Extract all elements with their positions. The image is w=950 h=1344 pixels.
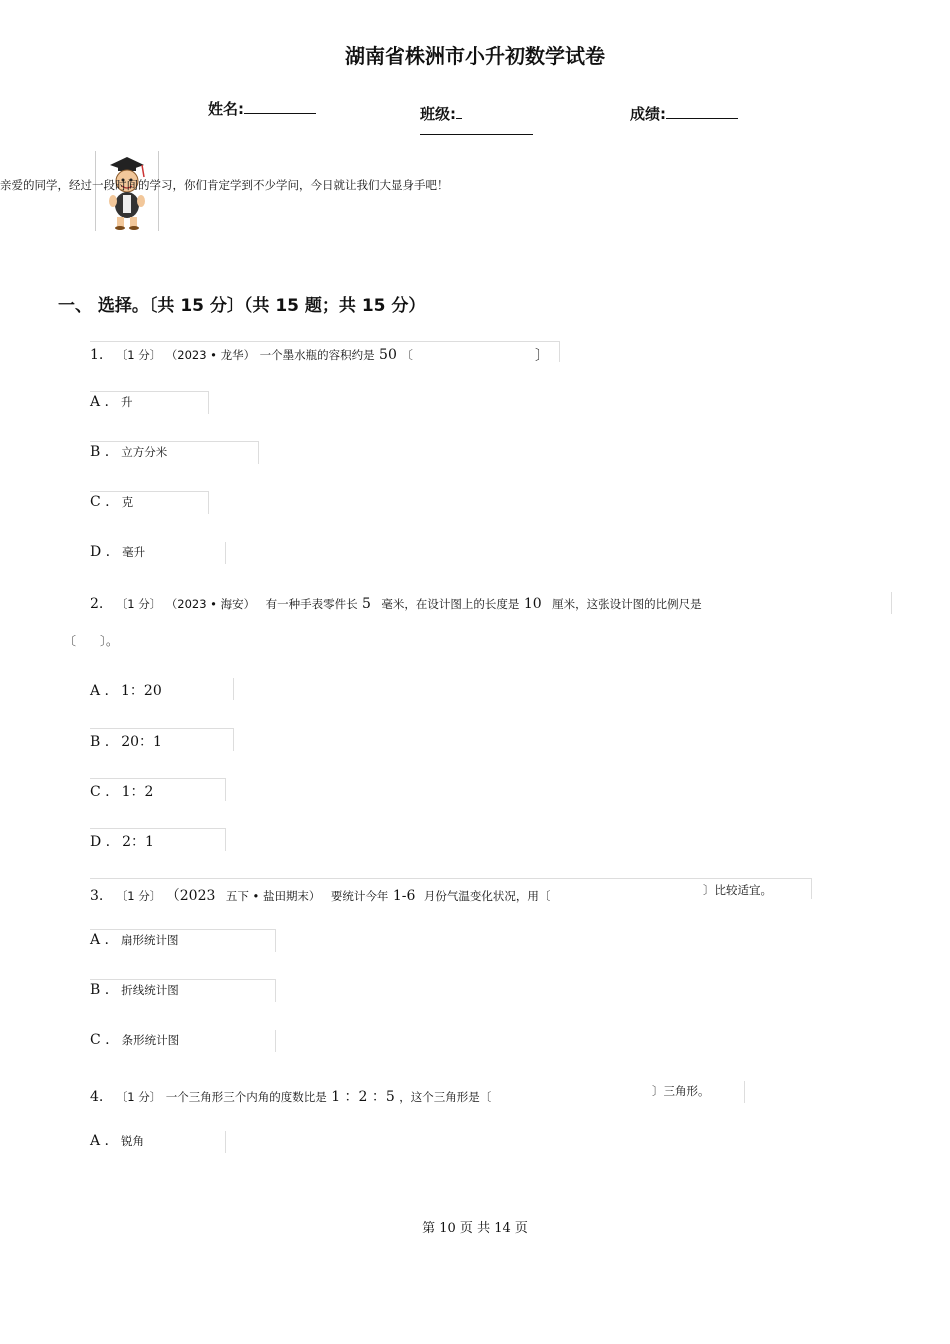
option-letter: C .: [90, 784, 110, 800]
option-text: 2：1: [122, 834, 154, 850]
option-4-a[interactable]: [90, 1131, 226, 1153]
option-2-d[interactable]: [90, 828, 226, 851]
option-letter: B .: [90, 982, 110, 998]
option-letter: B .: [90, 444, 110, 460]
option-letter: A .: [90, 932, 110, 948]
question-number-value: 1 ：2 ：5: [331, 1089, 395, 1105]
score-label: 成绩:: [630, 105, 666, 123]
question-source: （2023 • 龙华）: [165, 348, 256, 362]
question-text: 一个墨水瓶的容积约是: [259, 348, 375, 362]
option-letter: C .: [90, 1032, 110, 1048]
question-1: [90, 347, 413, 363]
option-1-b[interactable]: [90, 441, 259, 464]
question-source: （2023 • 海安）: [165, 597, 256, 611]
option-text: 条形统计图: [121, 1033, 180, 1047]
name-field: [208, 98, 316, 119]
section-title: 一、 选择。〔共 15 分〕（共 15 题；共 15 分）: [58, 296, 426, 316]
option-3-a[interactable]: [90, 929, 276, 952]
option-2-b[interactable]: [90, 728, 234, 751]
question-text: 有一种手表零件长: [265, 597, 358, 611]
question-score: 〔1 分〕: [115, 1090, 162, 1104]
class-blank-line: [420, 134, 533, 135]
option-1-c[interactable]: [90, 491, 209, 514]
option-letter: D .: [90, 544, 111, 560]
question-number: 1.: [90, 347, 104, 363]
class-field: [420, 103, 462, 124]
option-text: 毫升: [122, 545, 146, 559]
question-source: （2023: [165, 888, 216, 904]
question-number: 4.: [90, 1089, 104, 1105]
question-number: 3.: [90, 888, 104, 904]
option-text: 克: [121, 495, 134, 509]
option-2-a[interactable]: [90, 678, 234, 700]
option-1-d[interactable]: [90, 542, 226, 564]
option-letter: C .: [90, 494, 110, 510]
question-number: 2.: [90, 596, 104, 612]
question-3: [90, 885, 550, 905]
option-letter: A .: [90, 1133, 110, 1149]
intro-text: 亲爱的同学，经过一段时间的学习，你们肯定学到不少学问，今日就让我们大显身手吧！: [0, 178, 449, 192]
question-number-value: 5: [362, 596, 371, 612]
option-text: 1：2: [121, 784, 154, 800]
question-text: 毫米，在设计图上的长度是: [381, 597, 520, 611]
option-2-c[interactable]: [90, 778, 226, 801]
class-label: 班级:: [420, 105, 456, 123]
option-text: 锐角: [121, 1134, 145, 1148]
question-text: 要统计今年: [330, 889, 389, 903]
score-field: [630, 103, 738, 124]
question-4: [90, 1086, 491, 1106]
question-text: 〔: [401, 348, 413, 362]
question-3-tail: 〕比较适宜。: [703, 883, 772, 897]
option-text: 1：20: [121, 683, 162, 699]
question-number-value: 10: [523, 596, 542, 612]
question-text: ，这个三角形是〔: [399, 1090, 492, 1104]
question-2: [90, 596, 702, 612]
option-3-b[interactable]: [90, 979, 276, 1002]
question-text: 厘米，这张设计图的比例尺是: [552, 597, 702, 611]
page-footer: 第 10 页 共 14 页: [422, 1221, 528, 1236]
question-2-line2: 〔 〕。: [64, 634, 119, 648]
option-letter: A .: [90, 394, 110, 410]
option-1-a[interactable]: [90, 391, 209, 414]
question-number-value: 50: [379, 347, 397, 363]
page-title: 湖南省株洲市小升初数学试卷: [345, 44, 605, 68]
option-letter: B .: [90, 734, 110, 750]
option-3-c[interactable]: [90, 1030, 276, 1052]
option-text: 升: [121, 395, 133, 409]
option-text: 立方分米: [121, 445, 168, 459]
question-number-value: 1-6: [392, 888, 416, 904]
name-label: 姓名:: [208, 100, 244, 118]
question-4-tail: 〕三角形。: [652, 1084, 710, 1098]
question-text: 月份气温变化状况，用〔: [423, 889, 551, 903]
option-text: 折线统计图: [121, 983, 179, 997]
question-text: 一个三角形三个内角的度数比是: [165, 1090, 327, 1104]
question-score: 〔1 分〕: [115, 348, 162, 362]
option-text: 扇形统计图: [121, 933, 179, 947]
class-blank: [456, 104, 462, 119]
name-blank: [244, 99, 316, 114]
option-letter: D .: [90, 834, 111, 850]
option-text: 20：1: [121, 734, 162, 750]
option-letter: A .: [90, 683, 110, 699]
question-2-box-edge: [891, 592, 892, 614]
score-blank: [666, 104, 738, 119]
question-score: 〔1 分〕: [115, 597, 162, 611]
question-1-close: 〕: [535, 348, 549, 364]
question-4-box-edge: [744, 1081, 745, 1103]
question-score: 〔1 分〕: [115, 889, 162, 903]
question-source: 五下 • 盐田期末）: [225, 889, 321, 903]
